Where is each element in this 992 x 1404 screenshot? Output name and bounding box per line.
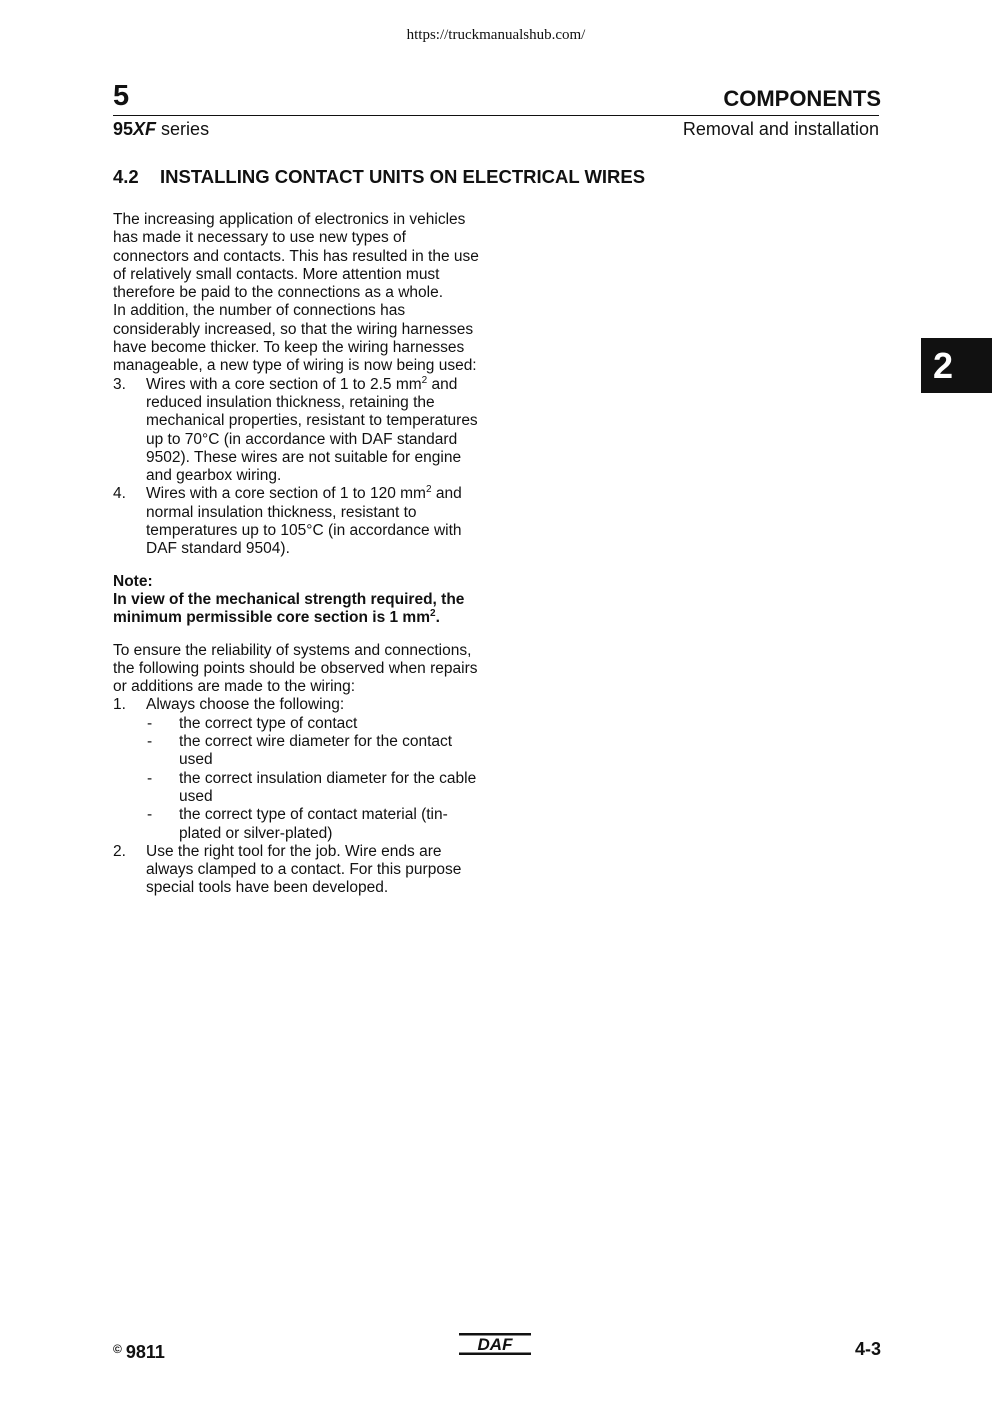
item-number: 4.: [113, 485, 126, 503]
chapter-side-tab: 2: [921, 338, 992, 393]
chapter-number: 5: [113, 80, 130, 112]
section-heading: [113, 166, 645, 188]
subsection-title: Removal and installation: [682, 119, 879, 139]
sub-item-text: the correct wire diameter for the contact used: [179, 733, 453, 769]
sub-item-text: the correct type of contact material (tin-plated or silver-plated): [179, 806, 448, 842]
copyright-symbol: ©: [113, 1342, 122, 1356]
source-url: https://truckmanualshub.com/: [406, 27, 586, 43]
item-text: Wires with a core section of 1 to 2.5 $mm^2$ and reduced insulation thickness, retaining the mechanical properties, resistant to temperatures up to 70°C (in accordance with DAF standard 9502). These wires are not suitable for engine and gearbox wiring.: [146, 374, 478, 485]
dash-bullet: -: [147, 714, 153, 732]
model-suffix: series: [156, 119, 210, 139]
wire-type-item: [113, 485, 483, 558]
item-text: Wires with a core section of 1 to 120 $mm^2$ and normal insulation thickness, resistant to temperatures up to 105°C (in accordance with DAF standard 9504).: [146, 484, 462, 558]
intro-paragraph-2: In addition, the number of connections has considerably increased, so that the wiring harnesses have become thicker. To keep the wiring harnesses manageable, a new type of wiring is now being used:: [113, 302, 477, 375]
sub-item-text: the correct insulation diameter for the cable used: [179, 769, 477, 805]
sub-item: [113, 715, 483, 733]
sub-item: [113, 733, 483, 770]
note-block: [113, 573, 483, 628]
wire-type-item: [113, 376, 483, 486]
footer-code: [113, 1338, 165, 1363]
publication-code: 9811: [125, 1342, 165, 1362]
step-item: [113, 696, 483, 714]
daf-logo-text: DAF: [477, 1335, 513, 1354]
body-column: [113, 211, 483, 898]
section-title: INSTALLING CONTACT UNITS ON ELECTRICAL WIRES: [160, 166, 646, 187]
sub-item: [113, 806, 483, 843]
model-italic: XF: [133, 119, 157, 139]
intro-paragraph-1: The increasing application of electronics in vehicles has made it necessary to use new types of connectors and contacts. This has resulted in the use of relatively small contacts. More attention must therefore be paid to the connections as a whole.: [113, 211, 479, 302]
chapter-title: COMPONENTS: [723, 86, 881, 111]
step-number: 1.: [113, 696, 126, 714]
model-prefix: 95: [113, 119, 134, 139]
step-text: Always choose the following:: [146, 696, 345, 714]
model-series: [113, 118, 209, 140]
step-item: [113, 843, 483, 898]
note-label: Note:: [113, 572, 153, 590]
step-number: 2.: [113, 842, 126, 860]
item-number: 3.: [113, 375, 126, 393]
reliability-paragraph: To ensure the reliability of systems and connections, the following points should be observed when repairs or additions are made to the wiring:: [113, 641, 478, 696]
dash-bullet: -: [147, 806, 153, 824]
sub-item-text: the correct type of contact: [179, 714, 358, 732]
dash-bullet: -: [147, 769, 153, 787]
step-text: Use the right tool for the job. Wire ends are always clamped to a contact. For this purpose special tools have been developed.: [146, 842, 462, 897]
note-text: In view of the mechanical strength required, the minimum permissible core section is 1 $mm^2$.: [113, 590, 465, 627]
section-number: 4.2: [113, 166, 139, 187]
header-rule: [113, 115, 879, 116]
dash-bullet: -: [147, 733, 153, 751]
daf-logo: [459, 1333, 531, 1355]
page-number: 4-3: [854, 1339, 881, 1359]
sub-item: [113, 770, 483, 807]
